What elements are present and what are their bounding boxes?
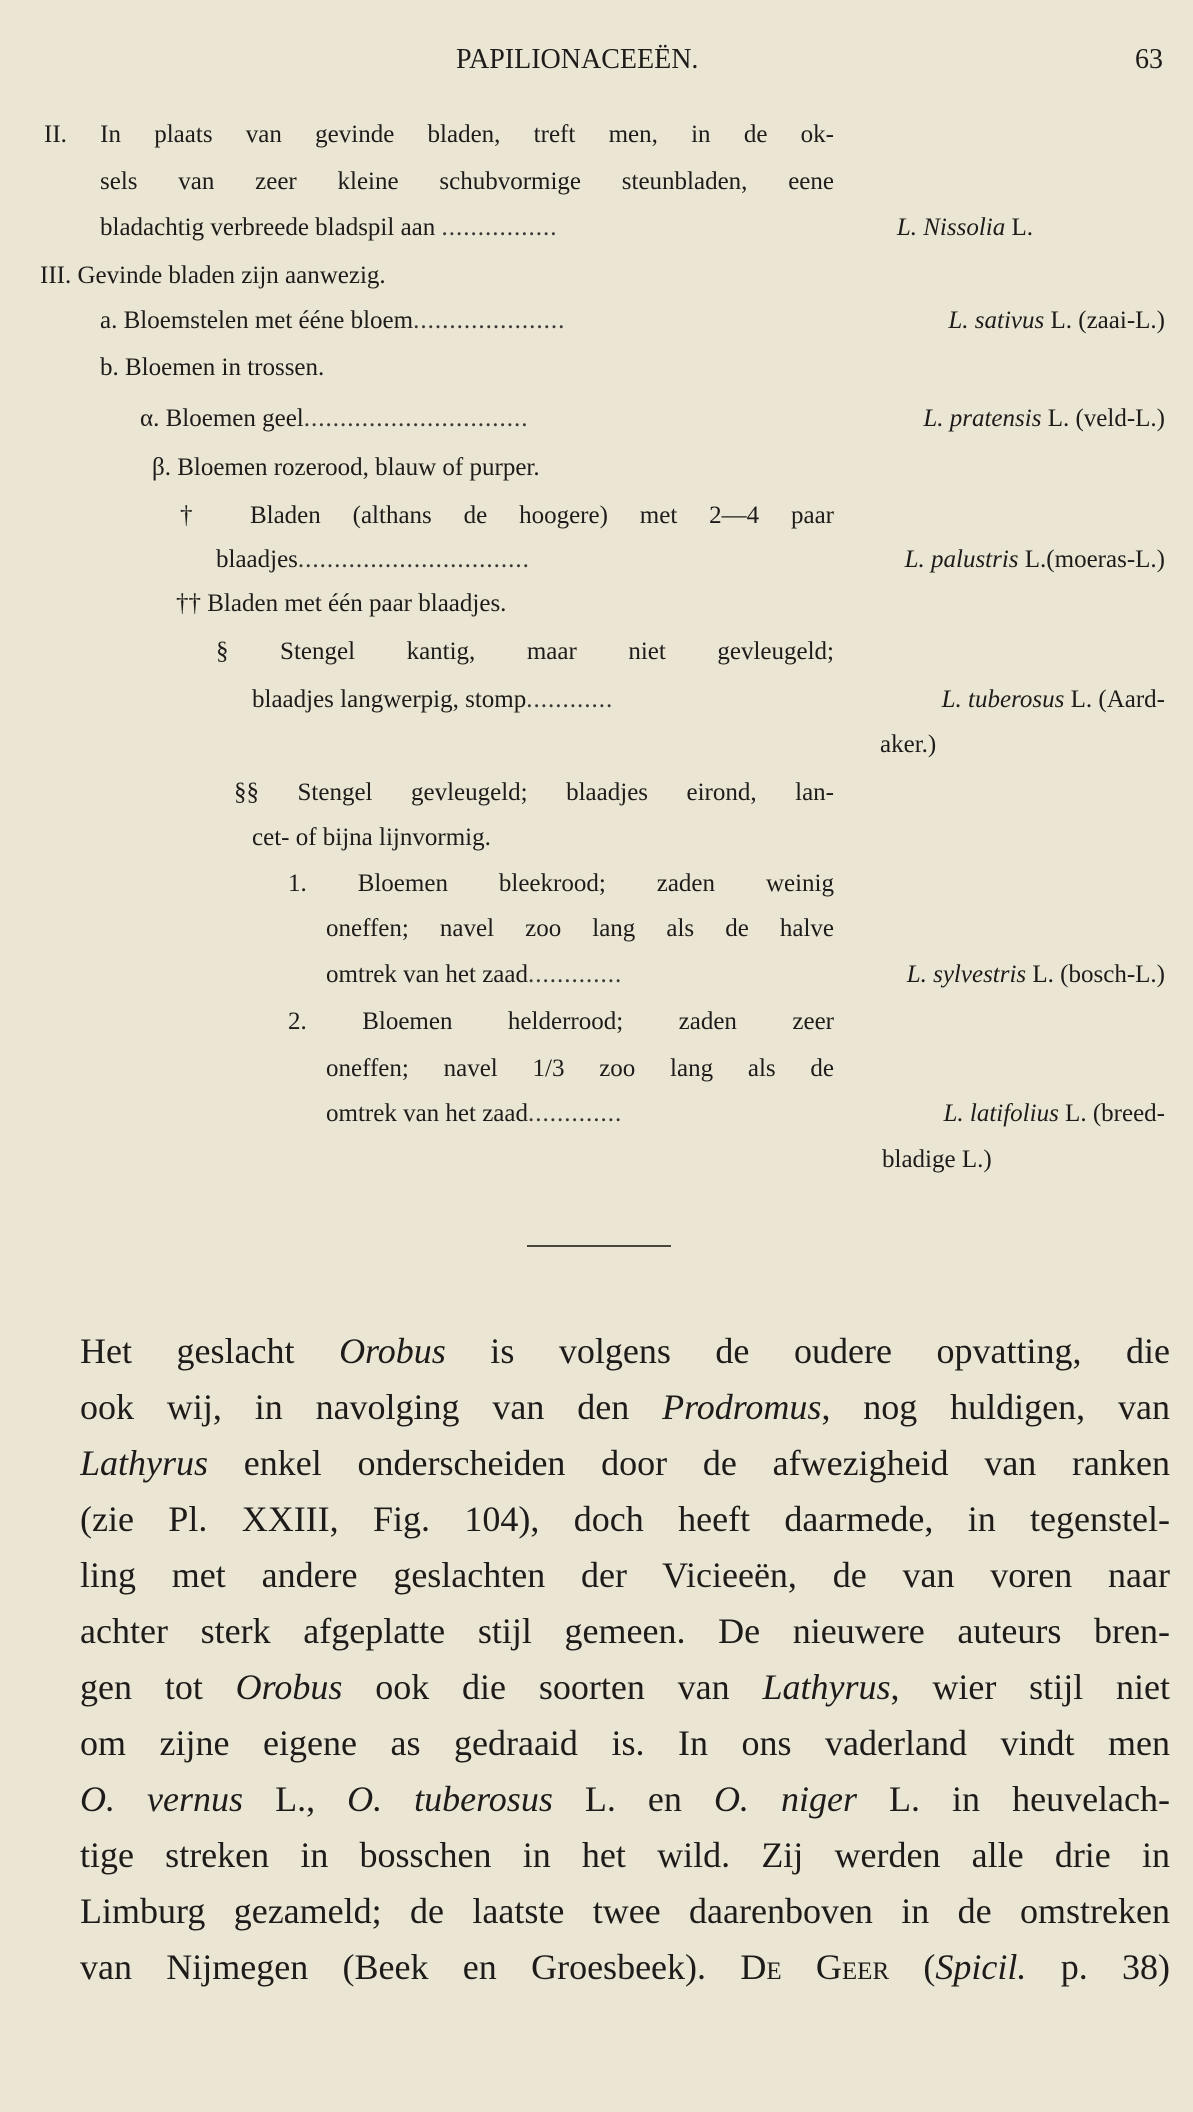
key-line-1-3: omtrek van het zaad............. L. sylvestris L. (bosch-L.) [326, 961, 1165, 988]
key-line-alpha: α. Bloemen geel............................... L. pratensis L. (veld-L.) [140, 405, 1165, 432]
key-line-II-2: sels van zeer kleine schubvormige steunbladen, eene [100, 168, 834, 195]
key-line-double-section-2: cet- of bijna lijnvormig. [252, 824, 491, 851]
key-line-2-3: omtrek van het zaad............. L. latifolius L. (breed- [326, 1100, 1165, 1127]
paragraph-line: achter sterk afgeplatte stijl gemeen. De nieuwere auteurs bren- [80, 1611, 1170, 1651]
key-line-section-1: § Stengel kantig, maar niet gevleugeld; [216, 638, 834, 665]
key-line-2-2: oneffen; navel 1/3 zoo lang als de [326, 1055, 834, 1082]
key-line-b: b. Bloemen in trossen. [100, 354, 325, 381]
paragraph-line: ook wij, in navolging van den Prodromus, nog huldigen, van [80, 1387, 1170, 1427]
running-title: PAPILIONACEEËN. [456, 44, 699, 75]
key-line-2-1: 2. Bloemen helderrood; zaden zeer [288, 1008, 834, 1035]
key-line-dagger-1: † Bladen (althans de hoogere) met 2—4 paar [180, 502, 834, 529]
author-name: De Geer [740, 1947, 890, 1987]
paragraph-line: om zijne eigene as gedraaid is. In ons vaderland vindt men [80, 1723, 1170, 1763]
key-line-II-3: bladachtig verbreede bladspil aan ................ L. Nissolia L. [100, 214, 1033, 241]
page-number: 63 [1135, 44, 1163, 75]
species-name: L. latifolius [943, 1100, 1059, 1127]
paragraph-line: Limburg gezameld; de laatste twee daarenboven in de omstreken [80, 1891, 1170, 1931]
species-name: L. sativus [948, 307, 1045, 334]
species-name: L. palustris [904, 546, 1019, 573]
key-line-1-1: 1. Bloemen bleekrood; zaden weinig [288, 870, 834, 897]
species-name: L. sylvestris [906, 961, 1027, 988]
paragraph-line: ling met andere geslachten der Vicieeën, de van voren naar [80, 1555, 1170, 1595]
key-line-section-2: blaadjes langwerpig, stomp............ L. tuberosus L. (Aard- [252, 686, 1165, 713]
key-line-III: III. Gevinde bladen zijn aanwezig. [40, 262, 386, 289]
key-line-double-section-1: §§ Stengel gevleugeld; blaadjes eirond, lan- [234, 779, 834, 806]
paragraph-line: tige streken in bosschen in het wild. Zij werden alle drie in [80, 1835, 1170, 1875]
key-line-beta: β. Bloemen rozerood, blauw of purper. [152, 454, 540, 481]
paragraph-line: gen tot Orobus ook die soorten van Lathyrus, wier stijl niet [80, 1667, 1170, 1707]
species-name: L. pratensis [923, 405, 1042, 432]
section-divider [527, 1245, 671, 1247]
species-name: L. Nissolia [896, 214, 1006, 241]
key-line-II-1: II. In plaats van gevinde bladen, treft men, in de ok- [44, 121, 834, 148]
paragraph-line: Lathyrus enkel onderscheiden door de afwezigheid van ranken [80, 1443, 1170, 1483]
paragraph-line: Het geslacht Orobus is volgens de oudere opvatting, die [80, 1331, 1170, 1371]
paragraph-line: van Nijmegen (Beek en Groesbeek). De Geer (Spicil. p. 38) [80, 1947, 1170, 1987]
key-line-double-dagger: †† Bladen met één paar blaadjes. [176, 590, 507, 617]
key-line-section-cont: aker.) [880, 731, 937, 758]
species-name: L. tuberosus [941, 686, 1065, 713]
key-line-1-2: oneffen; navel zoo lang als de halve [326, 915, 834, 942]
key-line-2-cont: bladige L.) [882, 1146, 992, 1173]
paragraph-line: (zie Pl. XXIII, Fig. 104), doch heeft daarmede, in tegenstel- [80, 1499, 1170, 1539]
key-line-dagger-2: blaadjes................................ L. palustris L.(moeras-L.) [216, 546, 1165, 573]
paragraph-line: O. vernus L., O. tuberosus L. en O. niger L. in heuvelach- [80, 1779, 1170, 1819]
key-line-a: a. Bloemstelen met ééne bloem..................... L. sativus L. (zaai-L.) [100, 307, 1165, 334]
